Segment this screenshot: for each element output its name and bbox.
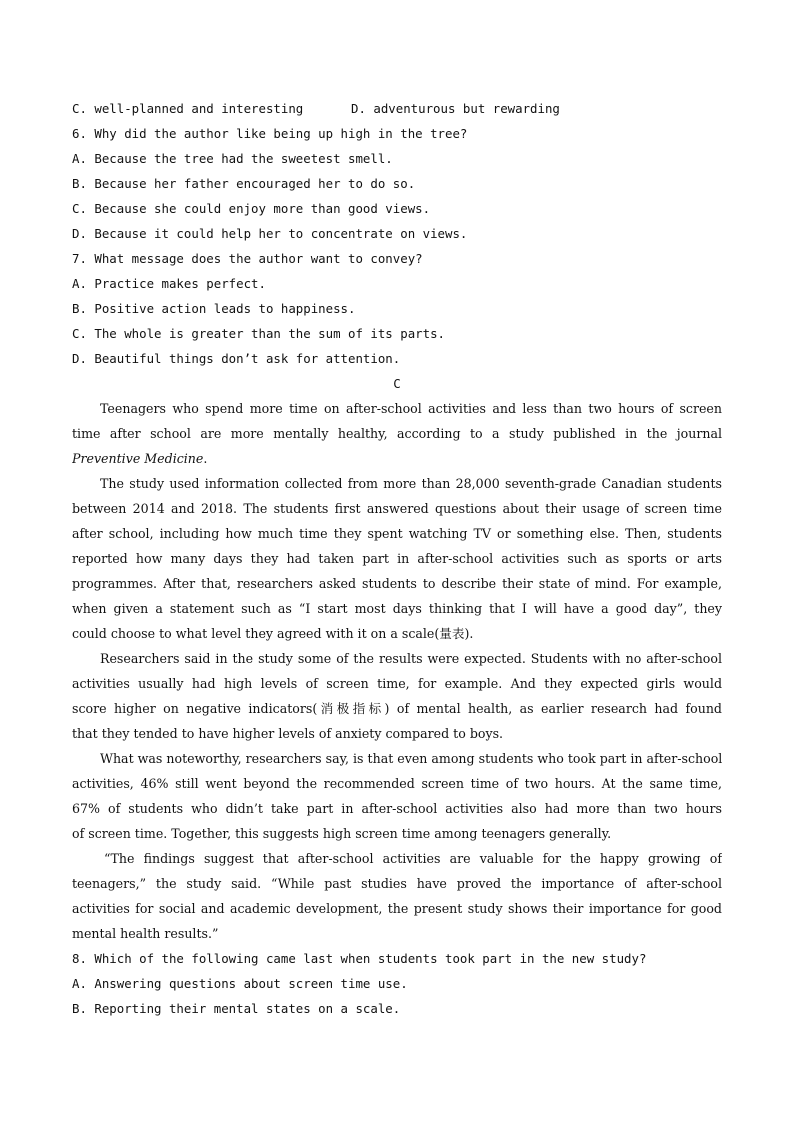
q8-option-b: B. Reporting their mental states on a scale. [72, 1001, 401, 1016]
section-label: C [393, 376, 401, 391]
passage-line: Researchers said in the study some of the results were expected. Students with no after-school [100, 651, 722, 666]
passage-line: programmes. After that, researchers asked students to describe their state of mind. For example, [72, 576, 722, 591]
passage-line: activities usually had high levels of screen time, for example. And they expected girls would [72, 676, 722, 691]
passage-line: activities for social and academic development, the present study shows their importance for good [72, 901, 722, 916]
passage-line: teenagers,” the study said. “While past studies have proved the importance of after-school [72, 876, 722, 891]
passage-line: could choose to what level they agreed with it on a scale(量表). [72, 626, 474, 641]
q6-option-d: D. Because it could help her to concentrate on views. [72, 226, 468, 241]
passage-line: that they tended to have higher levels of anxiety compared to boys. [72, 726, 504, 741]
passage-line: 67% of students who didn’t take part in after-school activities also had more than two hours [72, 801, 722, 816]
q6-option-b: B. Because her father encouraged her to do so. [72, 176, 416, 191]
q6-option-a: A. Because the tree had the sweetest smell. [72, 151, 393, 166]
passage-line: What was noteworthy, researchers say, is that even among students who took part in after-school [100, 751, 722, 766]
passage-line: of screen time. Together, this suggests high screen time among teenagers generally. [72, 826, 612, 841]
passage-line: after school, including how much time they spent watching TV or something else. Then, students [72, 526, 722, 541]
passage-line: when given a statement such as “I start most days thinking that I will have a good day”, they [72, 601, 722, 616]
q7-option-c: C. The whole is greater than the sum of its parts. [72, 326, 445, 341]
passage-line: score higher on negative indicators(消极指标) of mental health, as earlier research had found [72, 701, 722, 716]
q6-option-c: C. Because she could enjoy more than good views. [72, 201, 431, 216]
passage-punct: . [203, 451, 208, 466]
q5-option-c: C. well-planned and interesting [72, 101, 304, 116]
q7-option-d: D. Beautiful things don’t ask for attention. [72, 351, 401, 366]
q7-option-a: A. Practice makes perfect. [72, 276, 266, 291]
passage-line: activities, 46% still went beyond the recommended screen time of two hours. At the same time, [72, 776, 722, 791]
passage-line [72, 450, 722, 468]
journal-name: Preventive Medicine [72, 451, 204, 466]
passage-line: time after school are more mentally healthy, according to a study published in the journal [72, 426, 722, 441]
q7-stem: 7. What message does the author want to convey? [72, 251, 423, 266]
q7-option-b: B. Positive action leads to happiness. [72, 301, 356, 316]
passage-line: Teenagers who spend more time on after-school activities and less than two hours of screen [100, 401, 722, 416]
passage-line: “The findings suggest that after-school activities are valuable for the happy growing of [104, 851, 722, 866]
q6-stem: 6. Why did the author like being up high in the tree? [72, 126, 468, 141]
passage-line: between 2014 and 2018. The students first answered questions about their usage of screen time [72, 501, 722, 516]
q8-stem: 8. Which of the following came last when students took part in the new study? [72, 951, 647, 966]
passage-line: mental health results.” [72, 926, 219, 941]
passage-line: reported how many days they had taken part in after-school activities such as sports or arts [72, 551, 722, 566]
passage-line: The study used information collected from more than 28,000 seventh-grade Canadian students [100, 476, 722, 491]
q5-options-row [72, 100, 722, 118]
q8-option-a: A. Answering questions about screen time use. [72, 976, 408, 991]
q5-option-d: D. adventurous but rewarding [351, 101, 560, 116]
